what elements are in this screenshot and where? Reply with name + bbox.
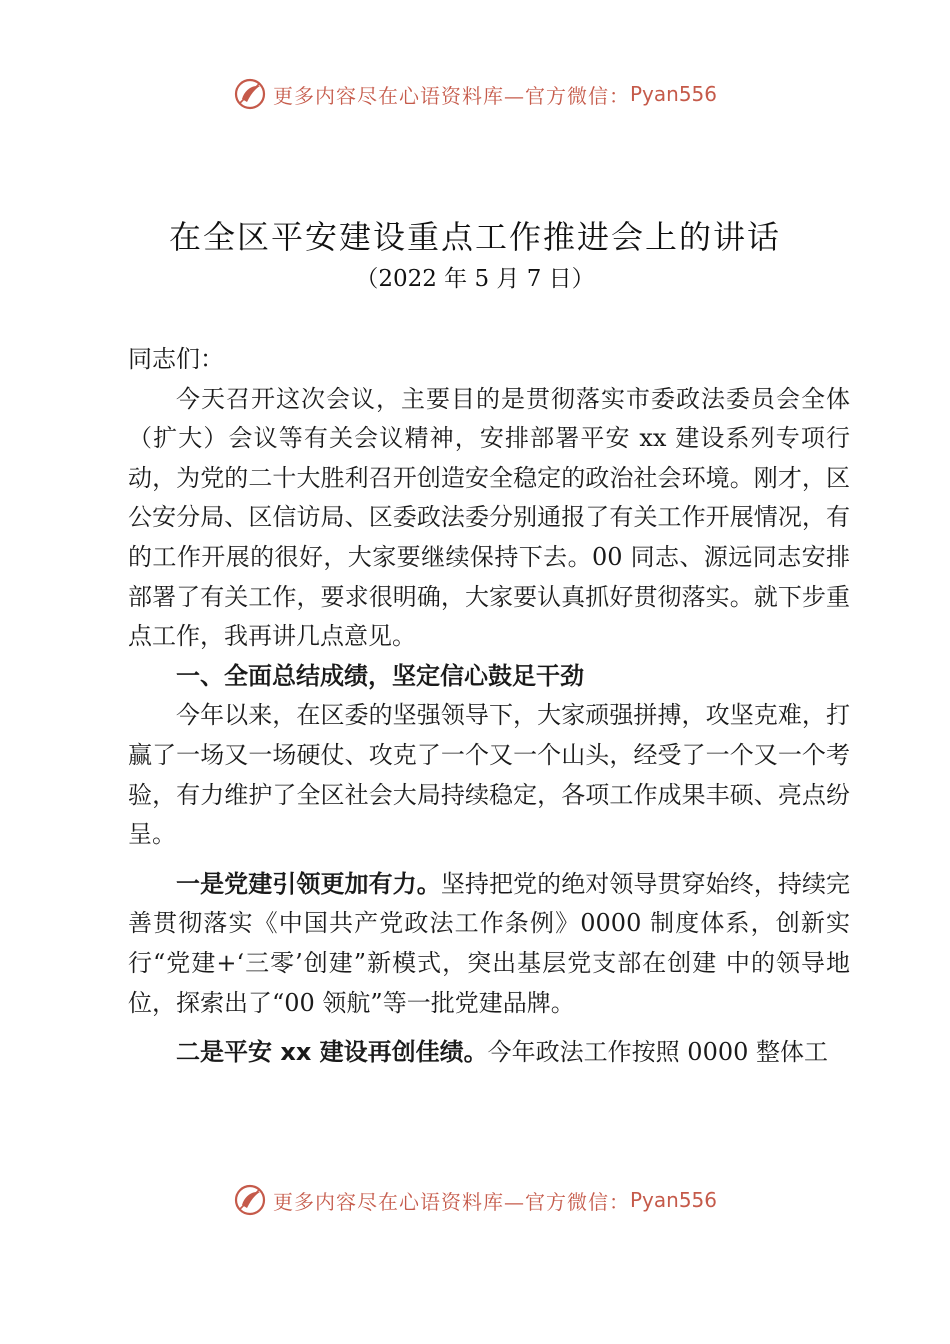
point-paragraph-2	[128, 1033, 850, 1073]
watermark-account: Pyan556	[629, 1188, 717, 1212]
watermark-account: Pyan556	[629, 82, 717, 106]
watermark-text: 更多内容尽在心语资料库—官方微信：	[272, 1189, 630, 1214]
intro-paragraph: 今天召开这次会议，主要目的是贯彻落实市委政法委员会全体（扩大）会议等有关会议精神，安排部署平安 xx 建设系列专项行动，为党的二十大胜利召开创造安全稳定的政治社会环境。刚才，区公安分局、区信访局、区委政法委分别通报了有关工作开展情况，有的工作开展的很好，大家要继续保持下去。00 同志、源远同志安排部署了有关工作，要求很明确，大家要认真抓好贯彻落实。就下步重点工作，我再讲几点意见。	[128, 384, 850, 651]
point-lead-2: 二是平安 xx 建设再创佳绩。	[176, 1038, 488, 1067]
section-heading: 一、全面总结成绩，坚定信心鼓足干劲	[176, 661, 584, 690]
watermark-banner-bottom	[0, 1178, 950, 1222]
seal-logo-icon	[233, 77, 267, 111]
seal-logo-icon	[233, 1183, 267, 1217]
watermark-text: 更多内容尽在心语资料库—官方微信：	[272, 83, 630, 108]
document-title: 在全区平安建设重点工作推进会上的讲话	[168, 218, 781, 256]
section-paragraph: 今年以来，在区委的坚强领导下，大家顽强拼搏，攻坚克难，打赢了一场又一场硬仗、攻克了一个又一个山头，经受了一个又一个考验，有力维护了全区社会大局持续稳定，各项工作成果丰硕、亮点纷呈。	[128, 701, 850, 849]
document-body	[128, 340, 850, 1073]
point-paragraph-1	[128, 865, 850, 1023]
point-lead-1: 一是党建引领更加有力。	[176, 869, 441, 898]
point-text-1: 坚持把党的绝对领导贯穿始终，持续完善贯彻落实《中国共产党政法工作条例》0000 制度体系，创新实行“党建+‘三零’创建”新模式，突出基层党支部在创建 中的领导地位，探索出了“00 领航”等一批党建品牌。	[128, 869, 851, 1017]
document-date: （2022 年 5 月 7 日）	[355, 266, 595, 292]
watermark-banner-top	[0, 72, 950, 116]
point-text-2: 今年政法工作按照 0000 整体工	[487, 1038, 829, 1067]
salutation: 同志们：	[128, 345, 224, 373]
